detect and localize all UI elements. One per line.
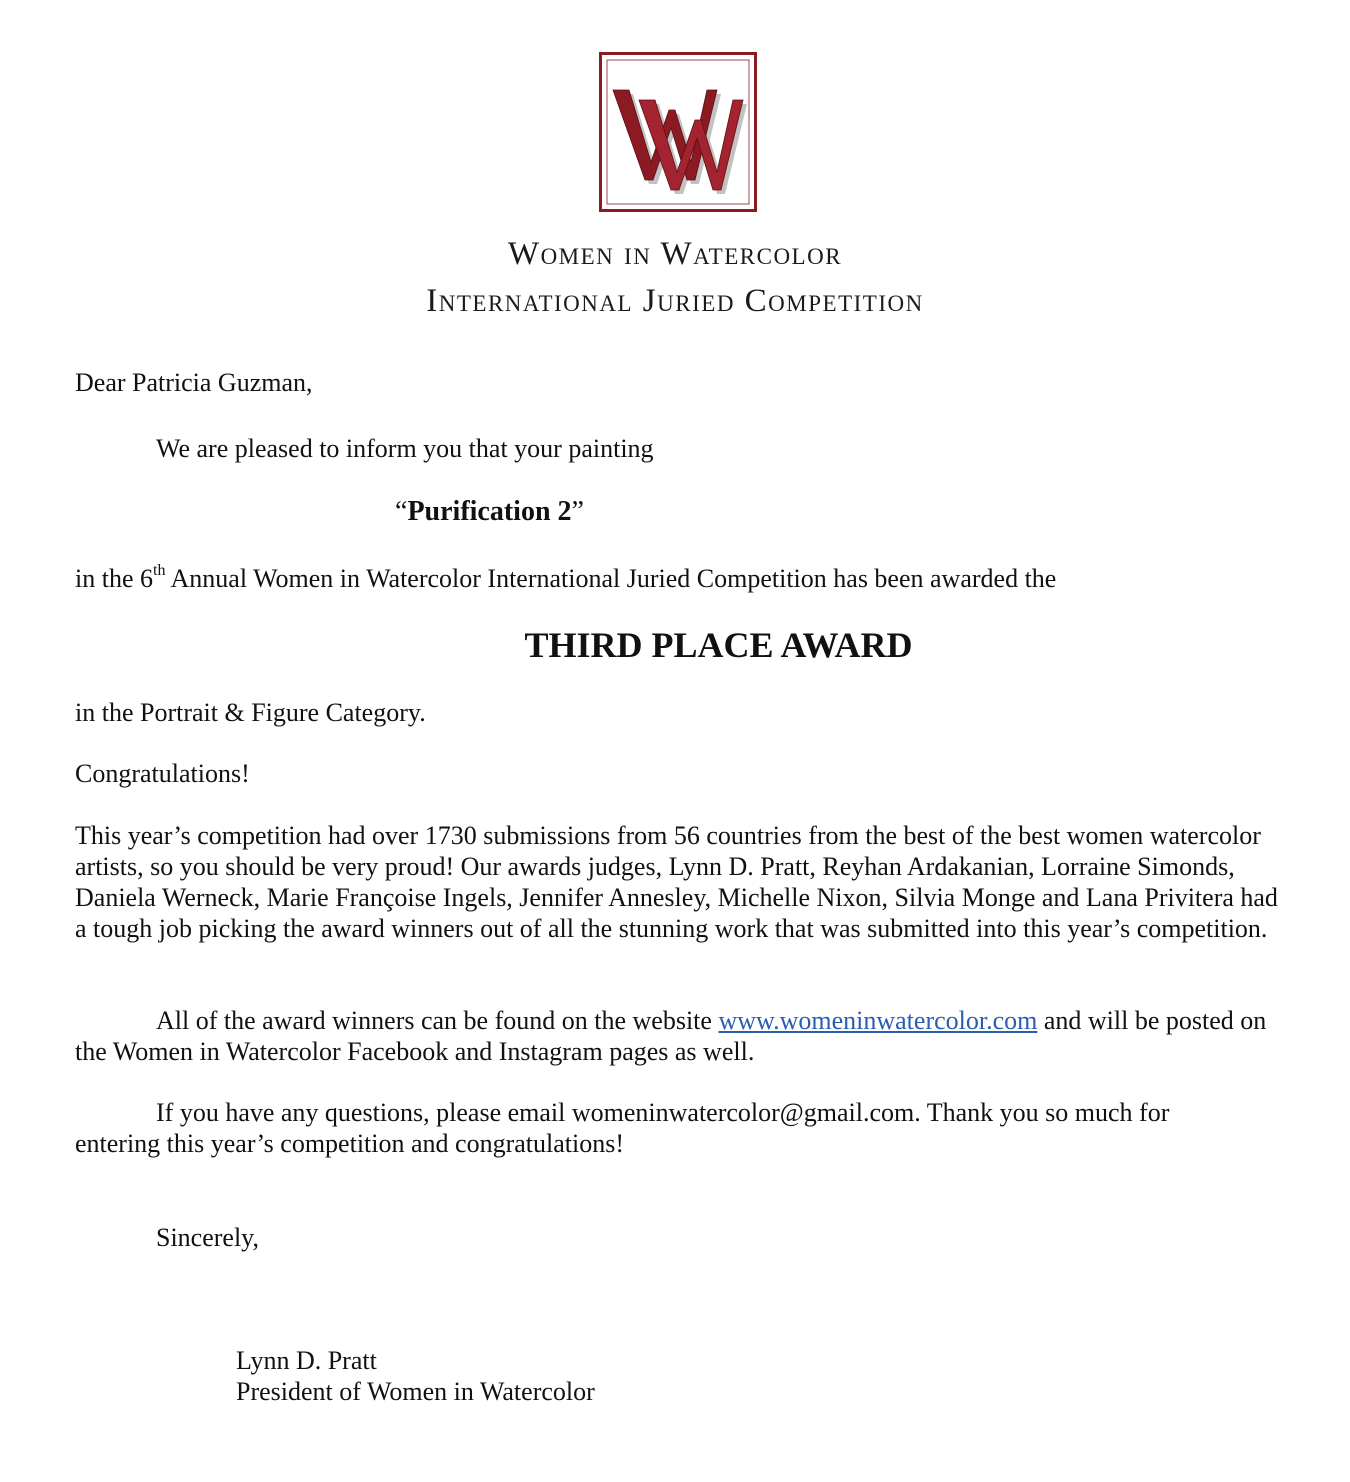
signer-name: Lynn D. Pratt [236,1346,377,1375]
body-paragraph-1: This year’s competition had over 1730 submissions from 56 countries from the best of the best women watercolor artists, so you should be very proud! Our awards judges, Lynn D. Pratt, Reyhan Ardakanian, Lorraine Simonds, Daniela Werneck, Marie Françoise Ingels, Jennifer Annesley, Michelle Nixon, Silvia Monge and Lana Privitera had a tough job picking the award winners out of all the stunning work that was submitted into this year’s competition. [75,821,1278,943]
competition-pre: in the 6 [75,564,153,593]
logo [599,52,757,212]
ordinal-suffix: th [153,562,166,579]
painting-name: Purification 2 [407,496,572,527]
signer-title: President of Women in Watercolor [236,1377,595,1406]
category-line: in the Portrait & Figure Category. [75,698,426,727]
body2-pre: All of the award winners can be found on the website [156,1006,719,1035]
close-quote: ” [571,496,584,527]
greeting: Dear Patricia Guzman, [75,368,313,397]
painting-title [395,496,584,528]
competition-post: Annual Women in Watercolor International Juried Competition has been awarded the [165,564,1057,593]
open-quote: “ [395,496,408,527]
website-link[interactable]: www.womeninwatercolor.com [718,1006,1038,1035]
body2-post: and will be posted on the Women in Watercolor Facebook and Instagram pages as well. [75,1006,1267,1066]
congratulations-line: Congratulations! [75,759,250,788]
competition-line [75,563,1056,594]
ww-monogram-logo [599,52,757,212]
closing: Sincerely, [156,1223,259,1252]
body-paragraph-2 [75,1005,1285,1067]
body-paragraph-3: If you have any questions, please email womeninwatercolor@gmail.com. Thank you so much for entering this year’s competition and congratulations! [75,1098,1170,1158]
org-title-line1: Women in Watercolor [507,236,843,272]
intro-line: We are pleased to inform you that your painting [156,434,654,463]
award-title: THIRD PLACE AWARD [524,625,913,665]
org-title-line2: International Juried Competition [426,283,924,319]
